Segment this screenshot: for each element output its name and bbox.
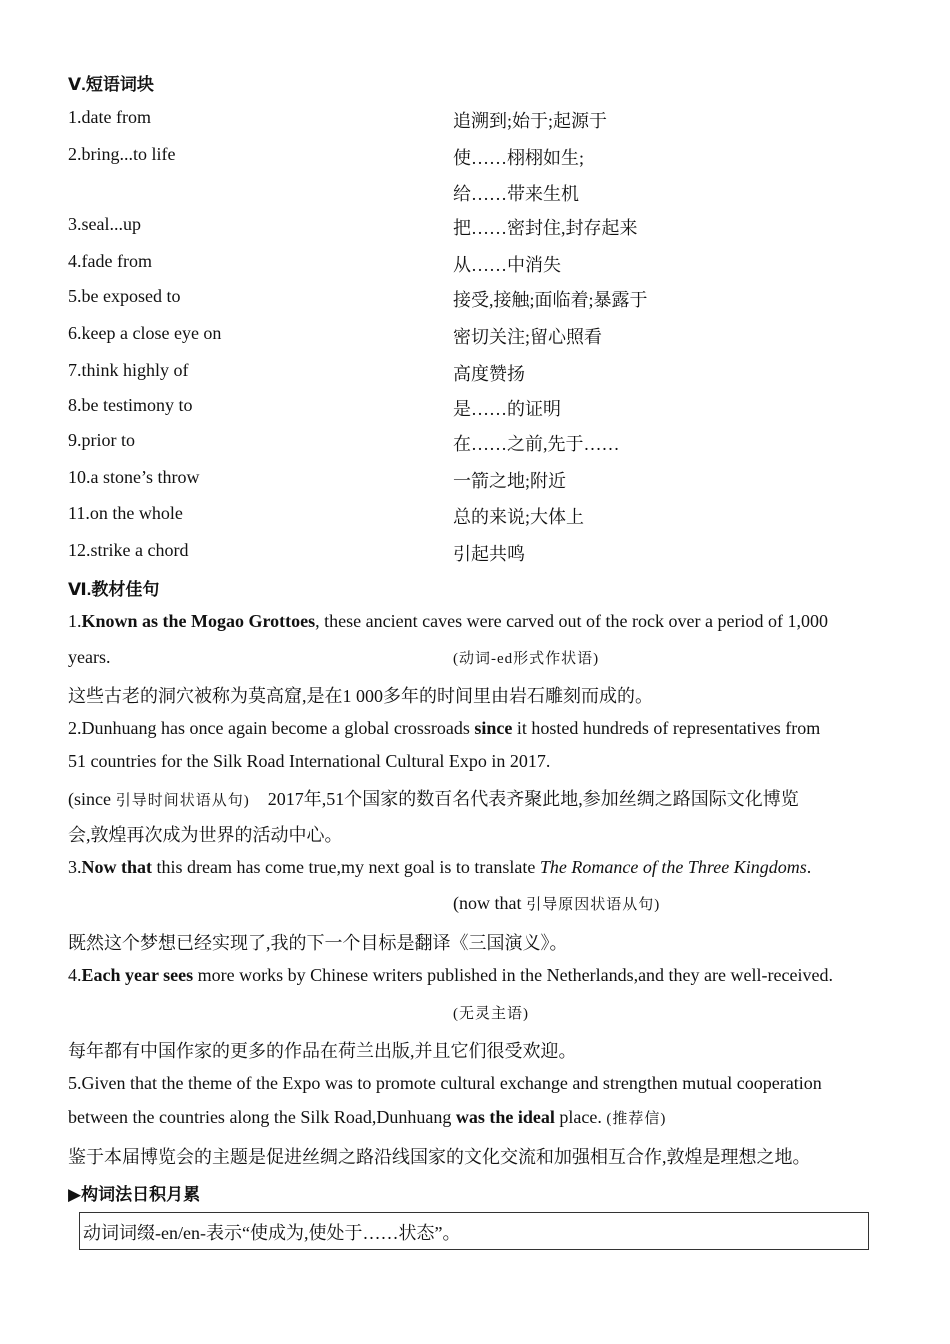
phrase-en: 2.bring...to life (68, 144, 176, 164)
section-6-heading: Ⅵ.教材佳句 (68, 580, 160, 599)
phrase-zh: 是……的证明 (453, 399, 561, 419)
grammar-note-phrase: (now that (453, 893, 522, 913)
sentence-3-line-1 (68, 857, 811, 878)
sentence-number: 1. (68, 611, 82, 631)
phrase-zh: 把……密封住,封存起来 (453, 218, 638, 238)
phrase-en: 3.seal...up (68, 214, 141, 234)
sentence-5-line-1: 5.Given that the theme of the Expo was to promote cultural exchange and strengthen mutual cooperation (68, 1073, 822, 1093)
phrase-en: 6.keep a close eye on (68, 323, 222, 343)
sentence-2-line-2: 51 countries for the Silk Road International Cultural Expo in 2017. (68, 751, 551, 771)
sentence-key-phrase: Now that (81, 857, 152, 877)
grammar-note: (动词-ed形式作状语) (453, 651, 600, 667)
sentence-2-note-and-translation (68, 785, 799, 811)
phrase-zh: 引起共鸣 (453, 544, 525, 564)
phrase-zh: 一箭之地;附近 (453, 471, 567, 491)
phrase-zh: 接受,接触;面临着;暴露于 (453, 290, 648, 310)
phrase-en: 7.think highly of (68, 360, 189, 380)
sentence-text: , these ancient caves were carved out of the rock over a period of 1,000 (315, 611, 828, 631)
phrase-zh: 在……之前,先于…… (453, 434, 620, 454)
grammar-note: (无灵主语) (453, 1006, 529, 1022)
phrase-zh-continued: 给……带来生机 (453, 184, 579, 204)
sentence-text: between the countries along the Silk Road,Dunhuang (68, 1107, 456, 1127)
phrase-zh: 总的来说;大体上 (453, 507, 585, 527)
grammar-note: 引导时间状语从句) (110, 793, 250, 809)
sentence-key-phrase: Each year sees (81, 965, 194, 985)
grammar-note (453, 893, 660, 914)
sentence-text: 2.Dunhuang has once again become a global crossroads (68, 718, 475, 738)
sentence-1-line-1 (68, 611, 828, 632)
phrase-zh: 追溯到;始于;起源于 (453, 111, 608, 131)
sentence-key-phrase: was the ideal (455, 1107, 555, 1127)
sentence-3-translation: 既然这个梦想已经实现了,我的下一个目标是翻译《三国演义》。 (68, 933, 568, 953)
sentence-text: more works by Chinese writers published in the Netherlands,and they are well-received. (193, 965, 833, 985)
sentence-1-translation: 这些古老的洞穴被称为莫高窟,是在1 000多年的时间里由岩石雕刻而成的。 (68, 686, 653, 706)
word-building-rule: 动词词缀-en/en-表示“使成为,使处于……状态”。 (83, 1223, 461, 1243)
word-building-heading: ▶构词法日积月累 (68, 1185, 201, 1204)
word-building-box (79, 1212, 869, 1250)
sentence-4-line-1 (68, 965, 833, 986)
phrase-en: 5.be exposed to (68, 286, 181, 306)
phrase-en: 9.prior to (68, 430, 135, 450)
sentence-key-phrase: Known as the Mogao Grottoes (81, 611, 316, 631)
sentence-4-translation: 每年都有中国作家的更多的作品在荷兰出版,并且它们很受欢迎。 (68, 1041, 577, 1061)
sentence-text: this dream has come true,my next goal is to translate (152, 857, 540, 877)
book-title: The Romance of the Three Kingdoms (539, 857, 807, 877)
sentence-text: . (806, 857, 812, 877)
phrase-zh: 从……中消失 (453, 255, 561, 275)
phrase-en: 12.strike a chord (68, 540, 189, 560)
sentence-1-line-2: years. (68, 647, 111, 667)
phrase-zh: 密切关注;留心照看 (453, 327, 603, 347)
grammar-note: (推荐信) (606, 1111, 667, 1127)
phrase-en: 4.fade from (68, 251, 152, 271)
grammar-note: (since (68, 789, 111, 809)
sentence-text: it hosted hundreds of representatives from (512, 718, 821, 738)
phrase-zh: 使……栩栩如生; (453, 148, 585, 168)
phrase-zh: 高度赞扬 (453, 364, 525, 384)
sentence-5-line-2 (68, 1107, 666, 1128)
phrase-en: 11.on the whole (68, 503, 183, 523)
sentence-2-translation: 2017年,51个国家的数百名代表齐聚此地,参加丝绸之路国际文化博览 (267, 789, 799, 809)
phrase-en: 10.a stone’s throw (68, 467, 200, 487)
section-5-heading: Ⅴ.短语词块 (68, 75, 154, 94)
sentence-key-phrase: since (474, 718, 513, 738)
grammar-note-text: 引导原因状语从句) (521, 897, 661, 913)
phrase-en: 8.be testimony to (68, 395, 193, 415)
phrase-en: 1.date from (68, 107, 151, 127)
sentence-number: 4. (68, 965, 82, 985)
sentence-number: 3. (68, 857, 82, 877)
sentence-text: place. (554, 1107, 607, 1127)
sentence-2-translation-cont: 会,敦煌再次成为世界的活动中心。 (68, 825, 343, 845)
sentence-2-line-1 (68, 718, 820, 739)
sentence-5-translation: 鉴于本届博览会的主题是促进丝绸之路沿线国家的文化交流和加强相互合作,敦煌是理想之地。 (68, 1147, 811, 1167)
